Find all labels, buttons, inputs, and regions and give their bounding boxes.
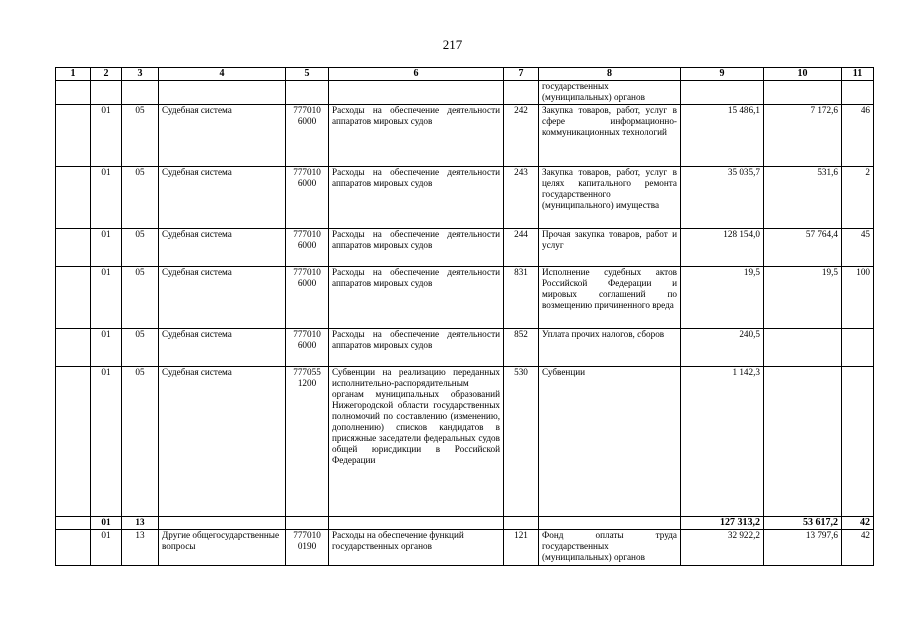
executed-amount: 19,5 [764,267,842,329]
expense-type-name: Прочая закупка товаров, работ и услуг [539,229,681,267]
section-code: 01 [91,329,122,367]
expense-type-code: 243 [504,167,539,229]
col-header-10: 10 [764,68,842,81]
continuation-row [56,81,874,105]
col-header-8: 8 [539,68,681,81]
planned-amount: 19,5 [681,267,764,329]
executed-amount: 53 617,2 [764,517,842,530]
col-header-7: 7 [504,68,539,81]
col-header-3: 3 [122,68,159,81]
article-name: Расходы на обеспечение функций государственных органов [329,530,504,566]
table-row [56,167,874,229]
section-name: Судебная система [159,329,286,367]
planned-amount: 35 035,7 [681,167,764,229]
subsection-code: 05 [122,267,159,329]
col-header-2: 2 [91,68,122,81]
execution-percent: 100 [842,267,874,329]
subsection-code: 05 [122,229,159,267]
target-article-code: 777055 1200 [286,367,329,517]
planned-amount: 15 486,1 [681,105,764,167]
expense-type-code: 831 [504,267,539,329]
expense-type-cell: государственных (муниципальных) органов [539,81,681,105]
article-name: Расходы на обеспечение деятельности аппаратов мировых судов [329,167,504,229]
section-code: 01 [91,167,122,229]
expense-type-code: 244 [504,229,539,267]
table-row [56,105,874,167]
article-name: Расходы на обеспечение деятельности аппаратов мировых судов [329,105,504,167]
planned-amount: 1 142,3 [681,367,764,517]
target-article-code: 777010 0190 [286,530,329,566]
expense-type-name: Фонд оплаты труда государственных (муниципальных) органов [539,530,681,566]
executed-amount [764,329,842,367]
target-article-code: 777010 6000 [286,167,329,229]
executed-amount: 57 764,4 [764,229,842,267]
subsection-code: 05 [122,167,159,229]
section-code: 01 [91,267,122,329]
subsection-code: 13 [122,517,159,530]
expense-type-name: Исполнение судебных актов Российской Федерации и мировых соглашений по возмещению причиненного вреда [539,267,681,329]
col-header-1: 1 [56,68,91,81]
table-row [56,229,874,267]
col-header-6: 6 [329,68,504,81]
execution-percent: 46 [842,105,874,167]
col-header-5: 5 [286,68,329,81]
expense-type-code: 530 [504,367,539,517]
col-header-4: 4 [159,68,286,81]
table-row [56,530,874,566]
subsection-code: 05 [122,105,159,167]
target-article-code: 777010 6000 [286,329,329,367]
planned-amount: 127 313,2 [681,517,764,530]
section-name: Судебная система [159,267,286,329]
target-article-code: 777010 6000 [286,229,329,267]
execution-percent [842,367,874,517]
section-code: 01 [91,517,122,530]
article-name: Расходы на обеспечение деятельности аппаратов мировых судов [329,229,504,267]
section-name: Другие общегосударственные вопросы [159,530,286,566]
planned-amount: 32 922,2 [681,530,764,566]
executed-amount: 531,6 [764,167,842,229]
expense-type-name: Уплата прочих налогов, сборов [539,329,681,367]
section-name: Судебная система [159,367,286,517]
planned-amount: 128 154,0 [681,229,764,267]
section-code: 01 [91,105,122,167]
section-name: Судебная система [159,167,286,229]
col-header-11: 11 [842,68,874,81]
executed-amount [764,367,842,517]
expense-type-code: 852 [504,329,539,367]
execution-percent: 42 [842,517,874,530]
subsection-code: 05 [122,329,159,367]
table-row [56,329,874,367]
article-name: Расходы на обеспечение деятельности аппаратов мировых судов [329,329,504,367]
section-code: 01 [91,530,122,566]
expense-type-code: 242 [504,105,539,167]
expense-type-name: Субвенции [539,367,681,517]
executed-amount: 13 797,6 [764,530,842,566]
target-article-code: 777010 6000 [286,267,329,329]
section-code: 01 [91,367,122,517]
table-row [56,267,874,329]
execution-percent: 45 [842,229,874,267]
article-name: Расходы на обеспечение деятельности аппаратов мировых судов [329,267,504,329]
executed-amount: 7 172,6 [764,105,842,167]
subsection-code: 05 [122,367,159,517]
header-row [56,68,874,81]
execution-percent [842,329,874,367]
expense-type-name: Закупка товаров, работ, услуг в сфере информационно-коммуникационных технологий [539,105,681,167]
section-name: Судебная система [159,229,286,267]
table-row [56,367,874,517]
execution-percent: 2 [842,167,874,229]
col-header-9: 9 [681,68,764,81]
page-number: 217 [442,37,463,52]
section-name: Судебная система [159,105,286,167]
article-name: Субвенции на реализацию переданных исполнительно-распорядительным органам муниципальных образований Нижегородской области государственных полномочий по составлению (изменению, дополнению) списков кандидатов в присяжные заседатели федеральных судов общей юрисдикции в Российской Федерации [329,367,504,517]
expense-type-name: Закупка товаров, работ, услуг в целях капитального ремонта государственного (муниципального) имущества [539,167,681,229]
subtotal-row [56,517,874,530]
planned-amount: 240,5 [681,329,764,367]
expense-type-code: 121 [504,530,539,566]
budget-table [55,67,874,566]
section-code: 01 [91,229,122,267]
target-article-code: 777010 6000 [286,105,329,167]
execution-percent: 42 [842,530,874,566]
subsection-code: 13 [122,530,159,566]
